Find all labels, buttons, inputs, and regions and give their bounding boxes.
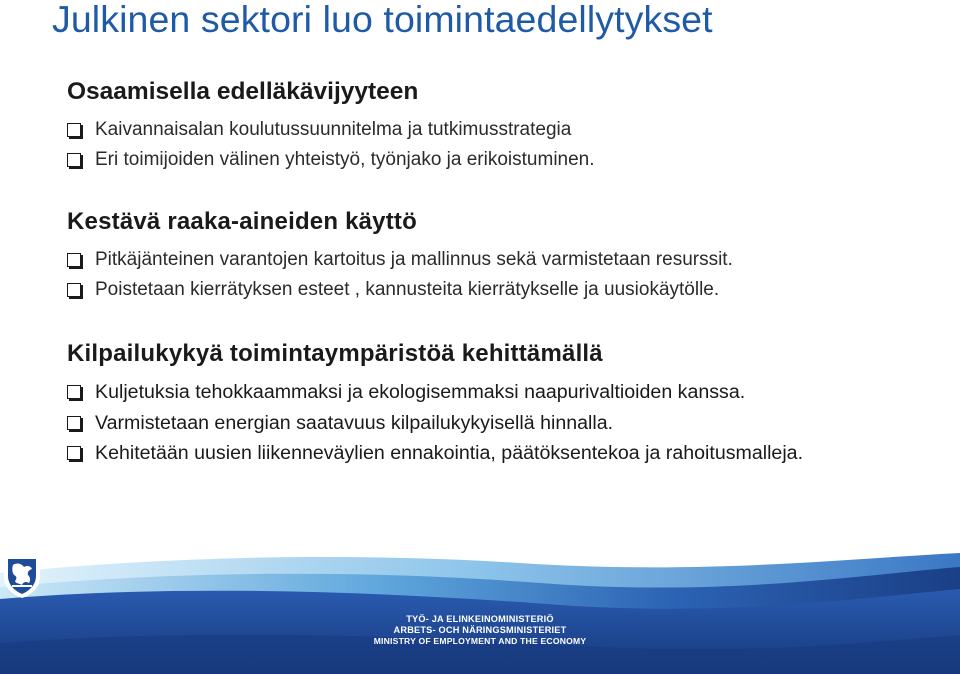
checkbox-bullet-icon (67, 253, 81, 267)
checkbox-bullet-icon (67, 446, 81, 460)
section-competitiveness (67, 339, 803, 469)
ministry-name-en: MINISTRY OF EMPLOYMENT AND THE ECONOMY (373, 636, 587, 646)
list-item-text: Eri toimijoiden välinen yhteistyö, työnjako ja erikoistuminen. (95, 149, 595, 170)
finnish-lion-crest-icon (0, 553, 44, 599)
section-heading: Kestävä raaka-aineiden käyttö (67, 208, 417, 235)
bullet-list (67, 115, 595, 175)
list-item-text: Poistetaan kierrätyksen esteet , kannusteita kierrätykselle ja uusiokäytölle. (95, 279, 720, 300)
slide-title: Julkinen sektori luo toimintaedellytykset (52, 0, 713, 40)
checkbox-bullet-icon (67, 123, 81, 137)
section-sustainable-use (67, 207, 733, 305)
footer-band (0, 553, 960, 674)
section-heading: Osaamisella edelläkävijyyteen (67, 78, 419, 105)
checkbox-bullet-icon (67, 385, 81, 399)
list-item (67, 408, 803, 439)
list-item (67, 245, 733, 275)
checkbox-bullet-icon (67, 153, 81, 167)
list-item-text: Varmistetaan energian saatavuus kilpailukykyisellä hinnalla. (95, 411, 614, 434)
list-item-text: Kaivannaisalan koulutussuunnitelma ja tutkimusstrategia (95, 119, 572, 140)
ministry-name-sv: ARBETS- OCH NÄRINGSMINISTERIET (393, 625, 567, 635)
list-item-text: Pitkäjänteinen varantojen kartoitus ja mallinnus sekä varmistetaan resurssit. (95, 249, 733, 270)
list-item-text: Kuljetuksia tehokkaammaksi ja ekologisemmaksi naapurivaltioiden kanssa. (95, 381, 746, 403)
list-item (67, 377, 803, 408)
list-item (67, 145, 595, 175)
checkbox-bullet-icon (67, 283, 81, 297)
bullet-list (67, 377, 803, 469)
ministry-name-fi: TYÖ- JA ELINKEINOMINISTERIÖ (406, 614, 554, 624)
list-item (67, 115, 595, 145)
section-expertise (67, 77, 595, 175)
bullet-list (67, 245, 733, 305)
checkbox-bullet-icon (67, 416, 81, 430)
list-item (67, 275, 733, 305)
list-item (67, 438, 803, 469)
list-item-text: Kehitetään uusien liikenneväylien ennakointia, päätöksentekoa ja rahoitusmalleja. (95, 442, 804, 464)
section-heading: Kilpailukykyä toimintaympäristöä kehittämällä (67, 340, 603, 367)
